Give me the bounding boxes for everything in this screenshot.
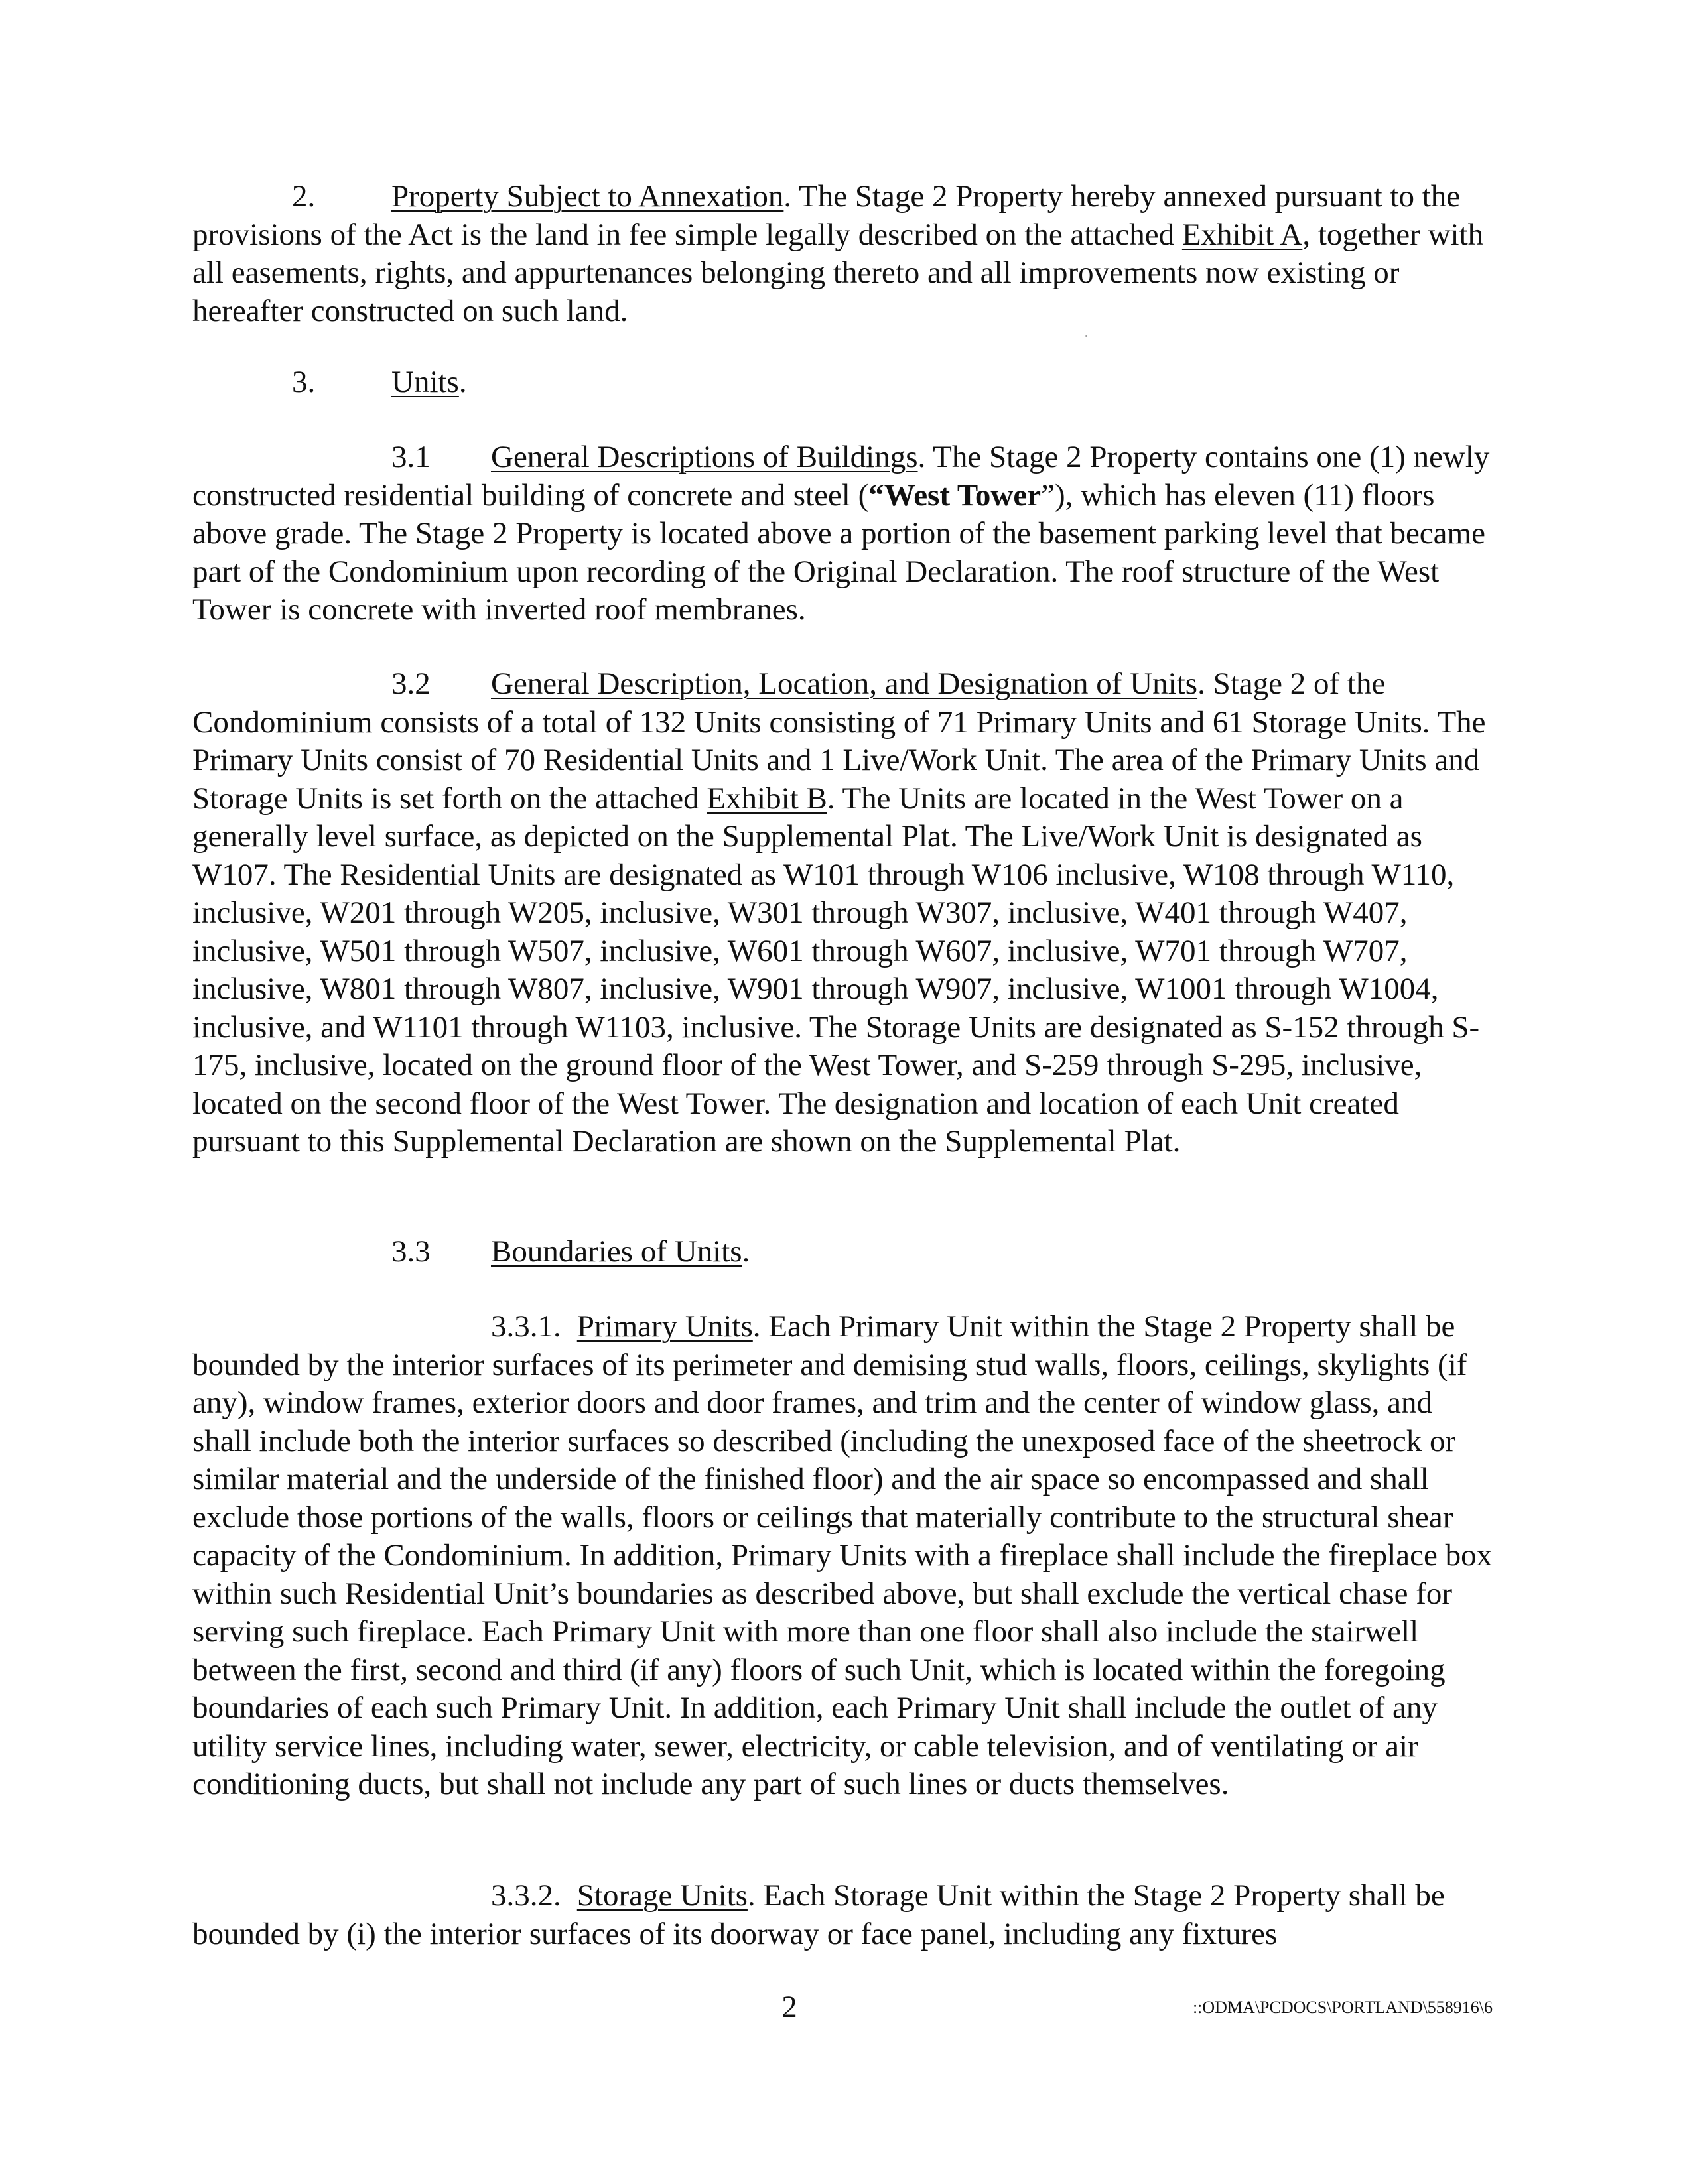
section-2-number: 2. <box>292 179 316 214</box>
section-3-3-heading: Boundaries of Units <box>491 1234 742 1269</box>
section-3-1-text-1: . The Stage 2 Property contains one (1) newly constructed residential building of concrete and steel ( <box>192 440 1490 513</box>
section-3-3-2-paragraph <box>192 1877 1493 1953</box>
section-3-period: . <box>458 365 467 399</box>
section-2-heading: Property Subject to Annexation <box>391 179 784 214</box>
section-3-3-period: . <box>742 1234 750 1269</box>
section-3-1-number: 3.1 <box>391 440 431 474</box>
section-3-2-heading: General Description, Location, and Designation of Units <box>491 667 1198 701</box>
section-3-3-1-text: . Each Primary Unit within the Stage 2 Property shall be bounded by the interior surfaces of its perimeter and demising stud walls, floors, ceilings, skylights (if any), window frames, exterior doors and door frames, and trim and the center of window glass, and shall include both the interior surfaces so described (including the unexposed face of the sheetrock or similar material and the underside of the finished floor) and the air space so encompassed and shall exclude those portions of the walls, floors or ceilings that materially contribute to the structural shear capacity of the Condominium. In addition, Primary Units with a fireplace shall include the fireplace box within such Residential Unit’s boundaries as described above, but shall exclude the vertical chase for serving such fireplace. Each Primary Unit with more than one floor shall also include the stairwell between the first, second and third (if any) floors of such Unit, which is located within the foregoing boundaries of each such Primary Unit. In addition, each Primary Unit shall include the outlet of any utility service lines, including water, sewer, electricity, or cable television, and of ventilating or air conditioning ducts, but shall not include any part of such lines or ducts themselves. <box>192 1309 1493 1801</box>
section-3-3-1-paragraph <box>192 1308 1493 1804</box>
section-2-text-2: , together with all easements, rights, and appurtenances belonging thereto and all improvements now existing or hereafter constructed on such land. <box>192 217 1484 328</box>
section-3-2-text-2: . The Units are located in the West Tower on a generally level surface, as depicted on the Supplemental Plat. The Live/Work Unit is designated as W107. The Residential Units are designated as W101 through W106 inclusive, W108 through W110, inclusive, W201 through W205, inclusive, W301 through W307, inclusive, W401 through W407, inclusive, W501 through W507, inclusive, W601 through W607, inclusive, W701 through W707, inclusive, W801 through W807, inclusive, W901 through W907, inclusive, W1001 through W1004, inclusive, and W1101 through W1103, inclusive. The Storage Units are designated as S-152 through S-175, inclusive, located on the ground floor of the West Tower, and S-259 through S-295, inclusive, located on the second floor of the West Tower. The designation and location of each Unit created pursuant to this Supplemental Declaration are shown on the Supplemental Plat. <box>192 781 1480 1159</box>
section-3-1-text-2: ”), which has eleven (11) floors above grade. The Stage 2 Property is located above a portion of the basement parking level that became part of the Condominium upon recording of the Original Declaration. The roof structure of the West Tower is concrete with inverted roof membranes. <box>192 478 1485 627</box>
section-3-heading-line <box>192 363 1493 402</box>
section-3-3-1-number: 3.3.1. <box>491 1309 561 1344</box>
section-2-text-1: . The Stage 2 Property hereby annexed pursuant to the provisions of the Act is the land in fee simple legally described on the attached <box>192 179 1461 252</box>
section-3-3-number: 3.3 <box>391 1234 431 1269</box>
section-3-2-number: 3.2 <box>391 667 431 701</box>
section-3-3-1-heading: Primary Units <box>576 1309 753 1344</box>
section-3-number: 3. <box>292 365 316 399</box>
section-3-3-heading-line <box>192 1233 1493 1271</box>
section-3-3-2-text: . Each Storage Unit within the Stage 2 Property shall be bounded by (i) the interior surfaces of its doorway or face panel, including any fixtures <box>192 1878 1445 1951</box>
exhibit-b-reference: Exhibit B <box>707 781 827 816</box>
west-tower-defined-term: “West Tower <box>868 478 1042 513</box>
section-3-2-text-1: . Stage 2 of the Condominium consists of a total of 132 Units consisting of 71 Primary Units and 61 Storage Units. The Primary Units consist of 70 Residential Units and 1 Live/Work Unit. The area of the Primary Units and Storage Units is set forth on the attached <box>192 667 1486 816</box>
section-3-3-2-heading: Storage Units <box>576 1878 748 1913</box>
section-3-1-heading: General Descriptions of Buildings <box>491 440 918 474</box>
exhibit-a-reference: Exhibit A <box>1181 217 1303 252</box>
document-id: ::ODMA\PCDOCS\PORTLAND\558916\6 <box>1192 1998 1493 2017</box>
section-3-2-paragraph <box>192 665 1493 1161</box>
section-2-paragraph <box>192 178 1493 330</box>
section-3-heading: Units <box>391 365 459 399</box>
section-3-1-paragraph <box>192 438 1493 629</box>
scan-speck <box>1085 335 1087 337</box>
page-number: 2 <box>781 1990 797 2024</box>
section-3-3-2-number: 3.3.2. <box>491 1878 561 1913</box>
